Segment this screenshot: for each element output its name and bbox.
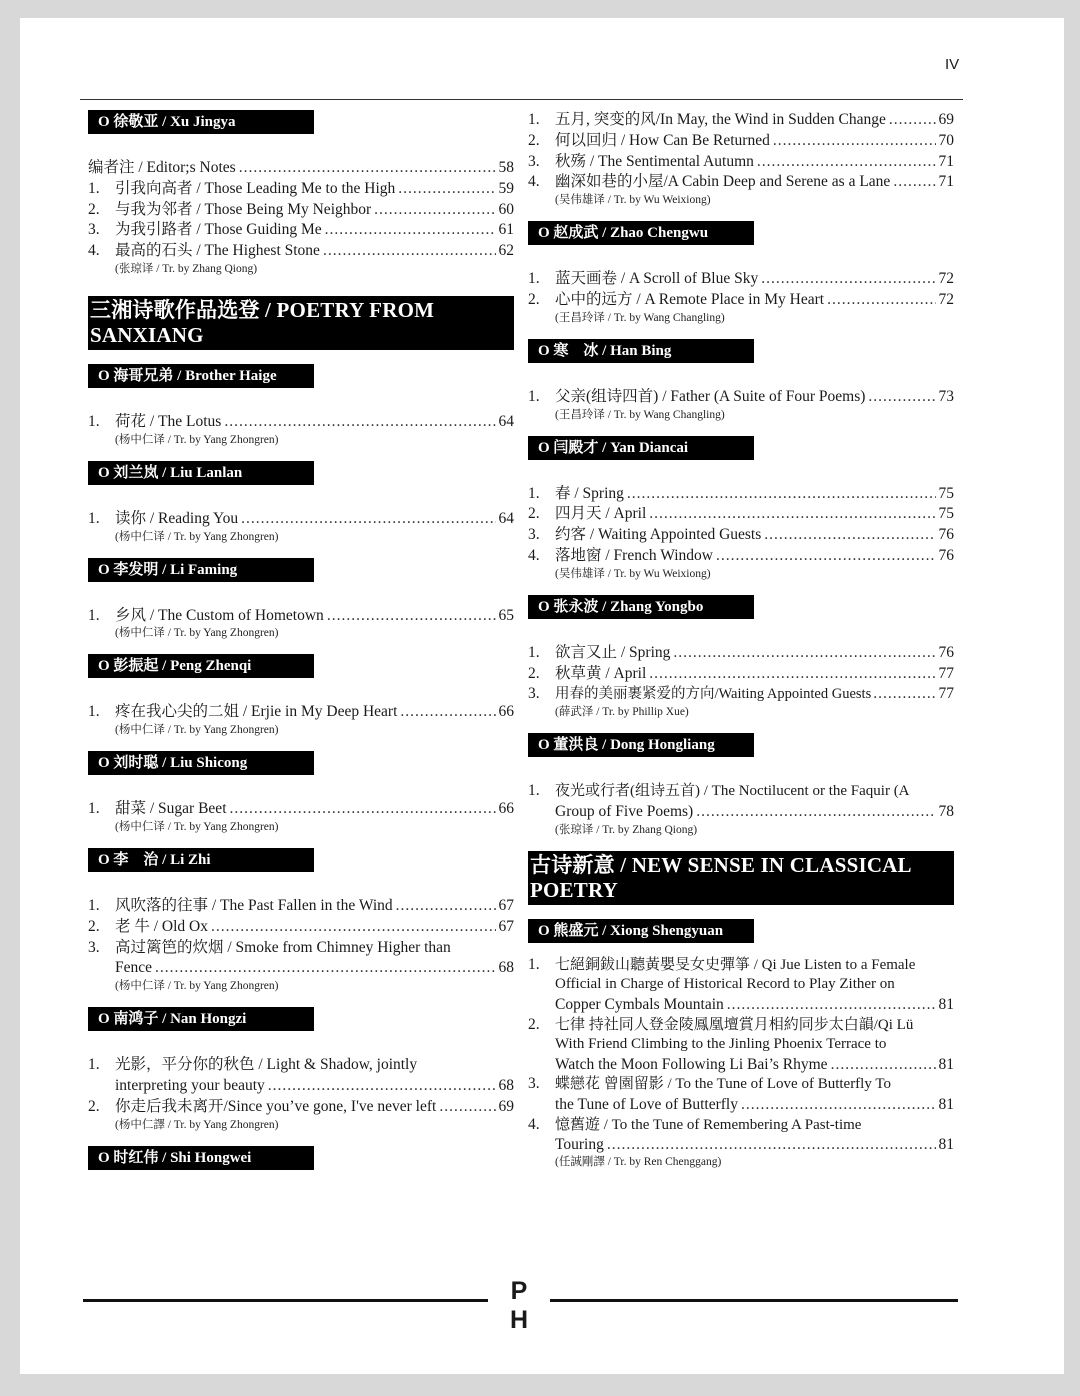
toc-entry[interactable]	[88, 158, 514, 179]
section-heading: 古诗新意 / NEW SENSE IN CLASSICAL POETRY	[528, 851, 954, 905]
leader-dots	[400, 702, 495, 723]
entry-number: 3.	[528, 1075, 540, 1093]
footer-rule-right	[550, 1299, 958, 1302]
entry-title: 与我为邻者 / Those Being My Neighbor	[115, 200, 372, 218]
toc-entry[interactable]	[88, 938, 514, 980]
page-number: IV	[945, 56, 960, 73]
toc-entry[interactable]	[88, 220, 514, 241]
footer-rule-left	[83, 1299, 488, 1302]
entry-page: 64	[498, 412, 514, 430]
toc-entry[interactable]	[88, 799, 514, 820]
entry-title: 用春的美丽裹紧爱的方向/Waiting Appointed Guests	[555, 686, 872, 703]
entry-number: 1.	[88, 703, 100, 721]
entry-page: 67	[498, 917, 514, 935]
toc-entry[interactable]	[88, 412, 514, 433]
toc-entry[interactable]	[528, 781, 954, 823]
translator-credit: (张琼译 / Tr. by Zhang Qiong)	[555, 823, 698, 836]
entry-page: 71	[938, 173, 954, 191]
toc-entry[interactable]	[528, 664, 954, 685]
leader-dots	[831, 1055, 936, 1075]
entry-title: 憶舊遊 / To the Tune of Remembering A Past-time	[555, 1116, 862, 1133]
author-heading: O 刘兰岚 / Liu Lanlan	[88, 461, 314, 485]
translator-credit: (王昌玲译 / Tr. by Wang Changling)	[555, 408, 725, 421]
entry-page: 58	[498, 159, 514, 176]
right-column	[528, 110, 954, 1183]
entry-title-cont: With Friend Climbing to the Jinling Phoenix Terrace to	[555, 1036, 887, 1053]
author-heading: O 寒 冰 / Han Bing	[528, 339, 754, 363]
entry-title: 你走后我未离开/Since you’ve gone, I've never left	[115, 1097, 437, 1115]
entry-page: 70	[938, 131, 954, 149]
leader-dots	[374, 200, 495, 221]
toc-entry[interactable]	[88, 702, 514, 723]
entry-page: 66	[498, 800, 514, 818]
translator-credit: (杨中仁译 / Tr. by Yang Zhongren)	[115, 820, 279, 833]
entry-number: 1.	[88, 179, 100, 197]
leader-dots	[741, 1095, 936, 1115]
entry-title-cont: the Tune of Love of Butterfly	[555, 1095, 738, 1113]
toc-entry[interactable]	[88, 241, 514, 262]
leader-dots	[323, 241, 496, 262]
leader-dots	[327, 606, 496, 627]
toc-entry[interactable]	[88, 896, 514, 917]
entry-number: 2.	[528, 1015, 540, 1033]
entry-number: 1.	[88, 412, 100, 430]
toc-entry[interactable]	[88, 200, 514, 221]
toc-entry[interactable]	[528, 290, 954, 311]
entry-page: 62	[498, 242, 514, 260]
leader-dots	[649, 664, 935, 685]
entry-page: 64	[498, 509, 514, 527]
entry-page: 77	[938, 685, 954, 703]
entry-page: 76	[938, 643, 954, 661]
entry-number: 1.	[528, 955, 540, 973]
leader-dots	[268, 1076, 496, 1097]
author-heading: O 徐敬亚 / Xu Jingya	[88, 110, 314, 134]
translator-credit: (任誠剛譯 / Tr. by Ren Chenggang)	[555, 1155, 722, 1168]
toc-entry[interactable]	[528, 269, 954, 290]
leader-dots	[727, 995, 936, 1015]
entry-number: 1.	[528, 782, 540, 800]
leader-dots	[239, 158, 496, 179]
entry-title: 秋草黄 / April	[555, 664, 647, 682]
entry-page: 59	[498, 179, 514, 197]
entry-title: 乡风 / The Custom of Hometown	[115, 606, 324, 624]
entry-title: 秋殇 / The Sentimental Autumn	[555, 152, 754, 170]
author-heading: O 张永波 / Zhang Yongbo	[528, 595, 754, 619]
translator-credit: (吴伟雄译 / Tr. by Wu Weixiong)	[555, 567, 711, 580]
entry-number: 4.	[528, 1115, 540, 1133]
entry-title: 幽深如巷的小屋/A Cabin Deep and Serene as a Lane	[555, 173, 891, 191]
toc-entry[interactable]	[528, 684, 954, 705]
entry-page: 81	[938, 1136, 954, 1154]
entry-title-cont: Watch the Moon Following Li Bai’s Rhyme	[555, 1055, 828, 1073]
leader-dots	[325, 220, 496, 241]
entry-page: 65	[498, 606, 514, 624]
entry-number: 2.	[528, 664, 540, 682]
entry-page: 68	[498, 1076, 514, 1094]
toc-entry[interactable]	[528, 484, 954, 505]
toc-entry[interactable]	[88, 1097, 514, 1118]
entry-number: 3.	[88, 938, 100, 956]
entry-title: 疼在我心尖的二姐 / Erjie in My Deep Heart	[115, 703, 398, 721]
entry-page: 77	[938, 664, 954, 682]
toc-entry[interactable]	[528, 525, 954, 546]
entry-number: 1.	[88, 1056, 100, 1074]
entry-number: 4.	[528, 546, 540, 564]
leader-dots	[241, 509, 495, 530]
entry-page: 71	[938, 152, 954, 170]
translator-credit: (杨中仁譯 / Tr. by Yang Zhongren)	[115, 1118, 279, 1131]
entry-number: 1.	[528, 111, 540, 128]
leader-dots	[398, 179, 495, 200]
entry-page: 68	[498, 959, 514, 977]
entry-title: 蝶戀花 曾園留影 / To the Tune of Love of Butterfly To	[555, 1076, 891, 1093]
toc-entry[interactable]	[528, 643, 954, 664]
leader-dots	[827, 290, 935, 311]
entry-title: 五月, 突变的风/In May, the Wind in Sudden Change	[555, 111, 886, 128]
entry-page: 67	[498, 896, 514, 914]
author-heading: O 赵成武 / Zhao Chengwu	[528, 221, 754, 245]
entry-number: 1.	[528, 270, 540, 288]
entry-page: 60	[498, 200, 514, 218]
translator-credit: (杨中仁译 / Tr. by Yang Zhongren)	[115, 433, 279, 446]
entry-page: 72	[938, 270, 954, 288]
toc-entry[interactable]	[528, 110, 954, 131]
leader-dots	[439, 1097, 495, 1118]
author-heading: O 熊盛元 / Xiong Shengyuan	[528, 919, 754, 943]
author-heading: O 彭振起 / Peng Zhenqi	[88, 654, 314, 678]
leader-dots	[224, 412, 495, 433]
entry-number: 1.	[528, 387, 540, 405]
leader-dots	[396, 896, 496, 917]
translator-credit: (薛武泽 / Tr. by Phillip Xue)	[555, 706, 689, 719]
entry-number: 1.	[88, 509, 100, 527]
entry-title: 光影，平分你的秋色 / Light & Shadow, jointly	[115, 1056, 418, 1074]
leader-dots	[889, 110, 936, 131]
entry-title-cont: interpreting your beauty	[115, 1076, 265, 1094]
author-heading: O 李 治 / Li Zhi	[88, 848, 314, 872]
entry-number: 1.	[528, 643, 540, 661]
entry-number: 1.	[88, 896, 100, 914]
entry-page: 81	[938, 1055, 954, 1073]
entry-title-cont: Fence	[115, 959, 153, 977]
header-rule	[80, 99, 963, 100]
leader-dots	[868, 387, 935, 408]
entry-title: 蓝天画卷 / A Scroll of Blue Sky	[555, 270, 759, 288]
entry-page: 81	[938, 1095, 954, 1113]
leader-dots	[155, 958, 495, 979]
entry-title: 约客 / Waiting Appointed Guests	[555, 526, 762, 544]
author-heading: O 董洪良 / Dong Hongliang	[528, 733, 754, 757]
entry-title: 父亲(组诗四首) / Father (A Suite of Four Poems)	[555, 387, 866, 405]
entry-title: 高过篱笆的炊烟 / Smoke from Chimney Higher than	[115, 938, 451, 956]
entry-title-cont: Touring	[555, 1136, 604, 1154]
entry-number: 2.	[528, 505, 540, 523]
leader-dots	[649, 504, 935, 525]
entry-page: 66	[498, 703, 514, 721]
leader-dots	[761, 269, 935, 290]
entry-page: 69	[498, 1097, 514, 1115]
entry-number: 4.	[88, 242, 100, 260]
entry-title: 七律 持社同人登金陵鳳凰壇賞月相約同步太白韻/Qi Lü	[555, 1016, 914, 1033]
toc-entry[interactable]	[528, 955, 954, 1015]
entry-page: 69	[938, 111, 954, 128]
entry-number: 1.	[88, 606, 100, 624]
entry-page: 75	[938, 484, 954, 502]
entry-page: 81	[938, 995, 954, 1013]
entry-title: 欲言又止 / Spring	[555, 643, 671, 661]
entry-title: 四月天 / April	[555, 505, 647, 523]
entry-number: 3.	[528, 152, 540, 170]
entry-title: 读你 / Reading You	[115, 509, 239, 527]
entry-title: 风吹落的往事 / The Past Fallen in the Wind	[115, 896, 393, 914]
entry-title-cont: Copper Cymbals Mountain	[555, 995, 724, 1013]
entry-title: 引我向高者 / Those Leading Me to the High	[115, 179, 396, 197]
entry-title: 夜光或行者(组诗五首) / The Noctilucent or the Faquir (A	[555, 783, 910, 800]
entry-number: 4.	[528, 173, 540, 191]
section-heading: 三湘诗歌作品选登 / POETRY FROM SANXIANG	[88, 296, 514, 350]
entry-number: 1.	[88, 800, 100, 818]
entry-page: 61	[498, 221, 514, 239]
translator-credit: (杨中仁译 / Tr. by Yang Zhongren)	[115, 980, 279, 993]
leader-dots	[607, 1135, 936, 1155]
toc-entry[interactable]	[88, 1055, 514, 1097]
leader-dots	[873, 684, 936, 705]
leader-dots	[627, 484, 936, 505]
toc-entry[interactable]	[528, 152, 954, 173]
entry-number: 2.	[528, 131, 540, 149]
leader-dots	[696, 802, 935, 823]
entry-number: 3.	[528, 526, 540, 544]
entry-title: 何以回归 / How Can Be Returned	[555, 131, 770, 149]
left-column	[88, 110, 514, 1194]
entry-number: 2.	[88, 200, 100, 218]
toc-entry[interactable]	[88, 606, 514, 627]
document-page	[20, 18, 1064, 1374]
entry-title: 春 / Spring	[555, 484, 624, 502]
translator-credit: (王昌玲译 / Tr. by Wang Changling)	[555, 311, 725, 324]
entry-title: 最高的石头 / The Highest Stone	[115, 242, 320, 260]
leader-dots	[716, 546, 936, 567]
author-heading: O 李发明 / Li Faming	[88, 558, 314, 582]
entry-title: 甜菜 / Sugar Beet	[115, 800, 227, 818]
entry-number: 2.	[528, 290, 540, 308]
entry-number: 2.	[88, 917, 100, 935]
entry-page: 75	[938, 505, 954, 523]
author-heading: O 南鸿子 / Nan Hongzi	[88, 1007, 314, 1031]
leader-dots	[893, 172, 935, 193]
entry-title: 为我引路者 / Those Guiding Me	[115, 221, 322, 239]
toc-entry[interactable]	[88, 509, 514, 530]
entry-title: 编者注 / Editor;s Notes	[88, 159, 236, 176]
leader-dots	[673, 643, 935, 664]
leader-dots	[764, 525, 935, 546]
entry-page: 72	[938, 290, 954, 308]
entry-title-cont: Official in Charge of Historical Record to Play Zither on	[555, 976, 895, 993]
toc-entry[interactable]	[528, 1074, 954, 1114]
leader-dots	[773, 131, 936, 152]
entry-page: 78	[938, 802, 954, 820]
toc-entry[interactable]	[528, 131, 954, 152]
entry-title-cont: Group of Five Poems)	[555, 802, 694, 820]
leader-dots	[757, 152, 936, 173]
entry-page: 76	[938, 546, 954, 564]
entry-title: 七絕銅鈸山聽黃嬰旻女史彈箏 / Qi Jue Listen to a Female	[555, 956, 916, 973]
entry-number: 1.	[528, 484, 540, 502]
entry-number: 3.	[528, 685, 540, 703]
entry-number: 2.	[88, 1097, 100, 1115]
entry-number: 3.	[88, 221, 100, 239]
entry-title: 落地窗 / French Window	[555, 546, 713, 564]
leader-dots	[211, 917, 495, 938]
entry-title: 荷花 / The Lotus	[115, 412, 222, 430]
translator-credit: (杨中仁译 / Tr. by Yang Zhongren)	[115, 627, 279, 640]
author-heading: O 闫殿才 / Yan Diancai	[528, 436, 754, 460]
entry-page: 73	[938, 387, 954, 405]
toc-entry[interactable]	[528, 504, 954, 525]
toc-entry[interactable]	[88, 179, 514, 200]
entry-page: 76	[938, 526, 954, 544]
translator-credit: (杨中仁译 / Tr. by Yang Zhongren)	[115, 530, 279, 543]
toc-entry[interactable]	[528, 546, 954, 567]
author-heading: O 刘时聪 / Liu Shicong	[88, 751, 314, 775]
translator-credit: (杨中仁译 / Tr. by Yang Zhongren)	[115, 724, 279, 737]
toc-entry[interactable]	[88, 917, 514, 938]
toc-entry[interactable]	[528, 1115, 954, 1155]
toc-entry[interactable]	[528, 1015, 954, 1075]
translator-credit: (张琼译 / Tr. by Zhang Qiong)	[115, 262, 258, 275]
toc-entry[interactable]	[528, 172, 954, 193]
author-heading: O 海哥兄弟 / Brother Haige	[88, 364, 314, 388]
entry-title: 老 牛 / Old Ox	[115, 917, 209, 935]
author-heading: O 时红伟 / Shi Hongwei	[88, 1146, 314, 1170]
leader-dots	[230, 799, 496, 820]
translator-credit: (吴伟雄译 / Tr. by Wu Weixiong)	[555, 194, 711, 207]
toc-entry[interactable]	[528, 387, 954, 408]
entry-title: 心中的远方 / A Remote Place in My Heart	[555, 290, 825, 308]
publisher-logo: P H	[509, 1277, 533, 1334]
